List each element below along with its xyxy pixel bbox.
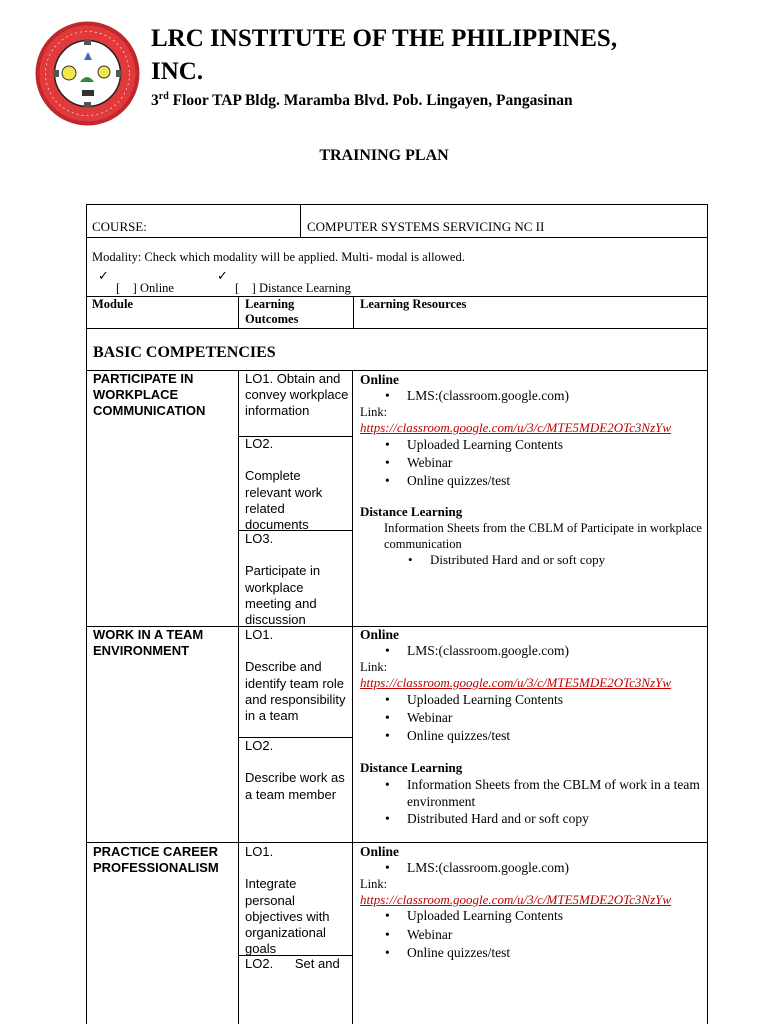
online-label: Online <box>360 627 400 642</box>
link-label: Link: <box>360 405 388 419</box>
classroom-link[interactable]: https://classroom.google.com/u/3/c/MTE5MDE2OTc3NzYw <box>360 892 672 907</box>
learning-resources-header: Learning Resources <box>360 297 467 311</box>
learning-outcome: LO2. Set and <box>245 956 340 971</box>
institute-seal-logo <box>32 20 143 127</box>
distance-text: • Information Sheets from the CBLM of work in a team environment <box>407 776 703 810</box>
link-label: Link: <box>360 660 388 674</box>
address-rest: Floor TAP Bldg. Maramba Blvd. Pob. Lingayen, Pangasinan <box>168 92 573 110</box>
document-title: TRAINING PLAN <box>319 147 449 164</box>
quizzes-item: • Online quizzes/test <box>407 945 510 961</box>
distance-label: Distance Learning <box>360 504 463 519</box>
distance-text: Information Sheets from the CBLM of Participate in workplace communication <box>384 521 702 551</box>
course-value: COMPUTER SYSTEMS SERVICING NC II <box>307 219 545 234</box>
classroom-link[interactable]: https://classroom.google.com/u/3/c/MTE5MDE2OTc3NzYw <box>360 675 672 690</box>
link-label: Link: <box>360 877 388 891</box>
lms-item: • LMS:(classroom.google.com) <box>407 860 569 876</box>
row-divider <box>86 328 708 329</box>
learning-outcome: LO1. Integrate personal objectives with organizational goals <box>245 844 330 957</box>
col-divider <box>300 204 301 237</box>
row-divider <box>86 237 708 238</box>
organization-name <box>151 22 751 88</box>
learning-outcome: LO2. Complete relevant work related documents <box>245 436 323 533</box>
course-label: COURSE: <box>92 219 147 234</box>
distributed-item: • Distributed Hard and or soft copy <box>407 811 589 827</box>
module-name: PARTICIPATE IN WORKPLACE COMMUNICATION <box>93 371 206 418</box>
org-name-line1: LRC INSTITUTE OF THE PHILIPPINES, <box>151 25 618 52</box>
learning-outcome: LO3. Participate in workplace meeting and discussion <box>245 531 321 628</box>
distributed-item: • Distributed Hard and or soft copy <box>430 552 605 568</box>
lms-item: • LMS:(classroom.google.com) <box>407 643 569 659</box>
row-divider <box>86 842 708 843</box>
online-checkbox[interactable]: [ ] Online <box>116 281 174 295</box>
col-divider <box>238 370 239 1024</box>
webinar-item: • Webinar <box>407 455 452 471</box>
org-name-line2: INC. <box>151 58 204 85</box>
learning-outcome: LO2. Describe work as a team member <box>245 738 345 802</box>
quizzes-item: • Online quizzes/test <box>407 728 510 744</box>
col-divider <box>353 296 354 328</box>
online-label: Online <box>360 844 400 859</box>
uploaded-item: • Uploaded Learning Contents <box>407 437 563 453</box>
webinar-item: • Webinar <box>407 927 452 943</box>
col-divider <box>352 370 353 1024</box>
webinar-item: • Webinar <box>407 710 452 726</box>
online-label: Online <box>360 372 400 387</box>
distance-label: Distance Learning <box>360 760 463 775</box>
distance-learning-checkbox[interactable]: [ ] Distance Learning <box>235 281 351 295</box>
learning-outcome: LO1. Obtain and convey workplace information <box>245 371 349 419</box>
uploaded-item: • Uploaded Learning Contents <box>407 908 563 924</box>
distance-check-mark: ✓ <box>217 268 228 283</box>
learning-outcomes-header: Learning Outcomes <box>245 297 299 326</box>
quizzes-item: • Online quizzes/test <box>407 473 510 489</box>
uploaded-item: • Uploaded Learning Contents <box>407 692 563 708</box>
module-name: WORK IN A TEAM ENVIRONMENT <box>93 627 204 658</box>
organization-address <box>151 91 573 110</box>
col-divider <box>238 296 239 328</box>
address-ordinal: 3 <box>151 92 159 110</box>
learning-outcome: LO1. Describe and identify team role and responsibility in a team <box>245 627 346 724</box>
modality-instruction: Modality: Check which modality will be applied. Multi- modal is allowed. <box>92 250 465 264</box>
address-ordinal-suffix: rd <box>158 91 169 102</box>
classroom-link[interactable]: https://classroom.google.com/u/3/c/MTE5MDE2OTc3NzYw <box>360 420 672 435</box>
module-name: PRACTICE CAREER PROFESSIONALISM <box>93 844 219 875</box>
lms-item: • LMS:(classroom.google.com) <box>407 388 569 404</box>
online-check-mark: ✓ <box>98 268 109 283</box>
module-header: Module <box>92 297 133 311</box>
section-title: BASIC COMPETENCIES <box>93 344 276 361</box>
